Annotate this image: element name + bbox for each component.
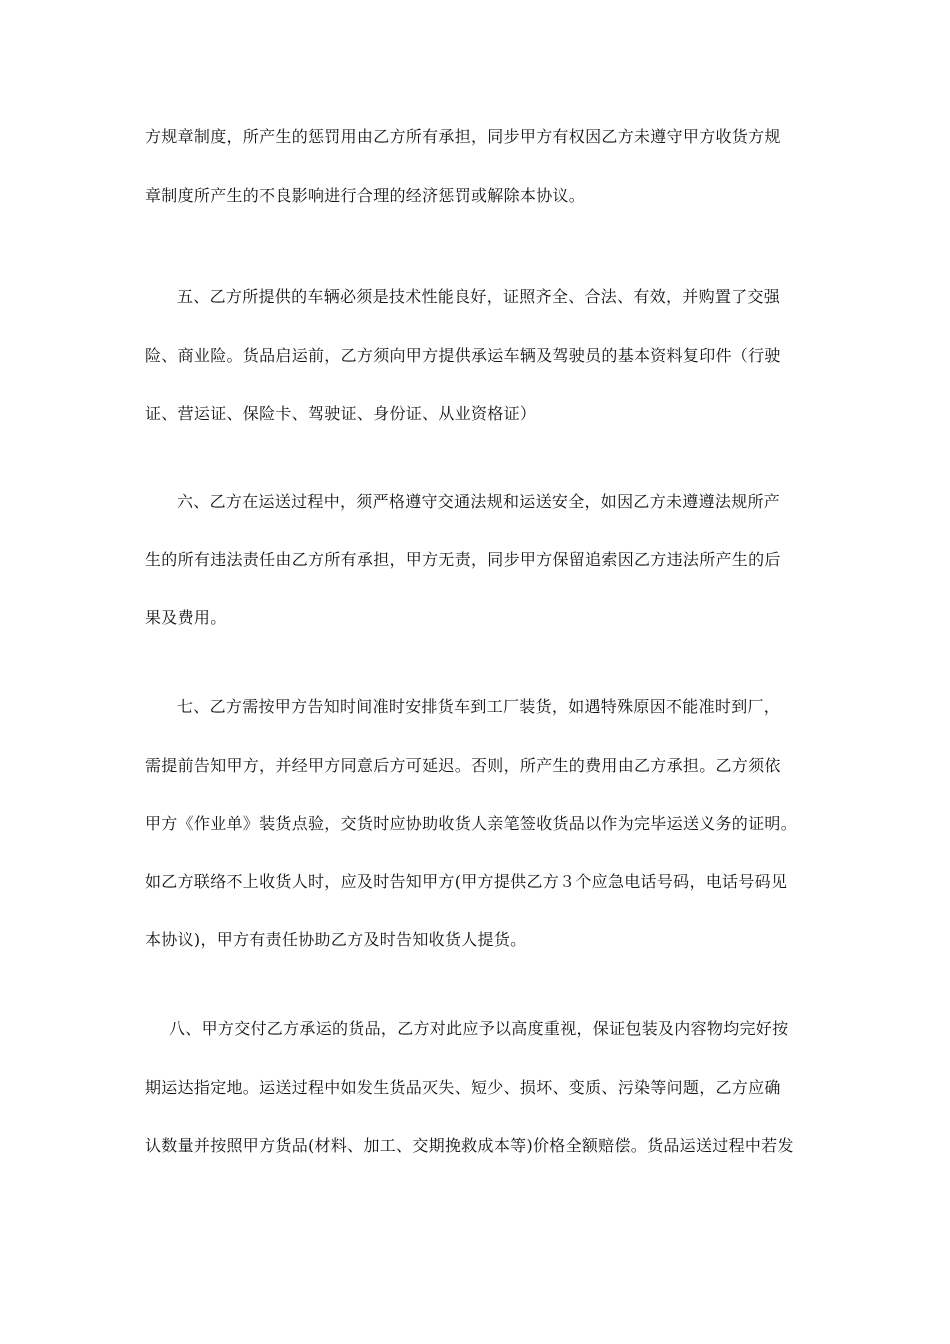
clause-5-line: 五、乙方所提供的车辆必须是技术性能良好，证照齐全、合法、有效，并购置了交强 — [177, 287, 781, 306]
clause-6-line: 果及费用。 — [145, 608, 227, 627]
paragraph-line: 章制度所产生的不良影响进行合理的经济惩罚或解除本协议。 — [145, 186, 586, 205]
clause-8-line: 认数量并按照甲方货品(材料、加工、交期挽救成本等)价格全额赔偿。货品运送过程中若发 — [145, 1136, 794, 1155]
clause-5-line: 证、营运证、保险卡、驾驶证、身份证、从业资格证） — [145, 404, 537, 423]
clause-8-line: 八、甲方交付乙方承运的货品，乙方对此应予以高度重视，保证包装及内容物均完好按 — [169, 1019, 789, 1038]
clause-6-line: 生的所有违法责任由乙方所有承担，甲方无责，同步甲方保留追索因乙方违法所产生的后 — [145, 550, 781, 569]
clause-7-line: 如乙方联络不上收货人时，应及时告知甲方(甲方提供乙方３个应急电话号码，电话号码见 — [145, 872, 788, 891]
clause-7-line: 需提前告知甲方，并经甲方同意后方可延迟。否则，所产生的费用由乙方承担。乙方须依 — [145, 756, 781, 775]
clause-7-line: 甲方《作业单》装货点验，交货时应协助收货人亲笔签收货品以作为完毕运送义务的证明。 — [145, 814, 798, 833]
clause-7-line: 本协议)，甲方有责任协助乙方及时告知收货人提货。 — [145, 930, 527, 949]
clause-5-line: 险、商业险。货品启运前，乙方须向甲方提供承运车辆及驾驶员的基本资料复印件（行驶 — [145, 346, 781, 365]
clause-7-line: 七、乙方需按甲方告知时间准时安排货车到工厂装货，如遇特殊原因不能准时到厂， — [177, 697, 781, 716]
clause-8-line: 期运达指定地。运送过程中如发生货品灭失、短少、损坏、变质、污染等问题，乙方应确 — [145, 1078, 781, 1097]
paragraph-line: 方规章制度，所产生的惩罚用由乙方所有承担，同步甲方有权因乙方未遵守甲方收货方规 — [145, 127, 781, 146]
clause-6-line: 六、乙方在运送过程中，须严格遵守交通法规和运送安全，如因乙方未遵遵法规所产 — [177, 492, 781, 511]
